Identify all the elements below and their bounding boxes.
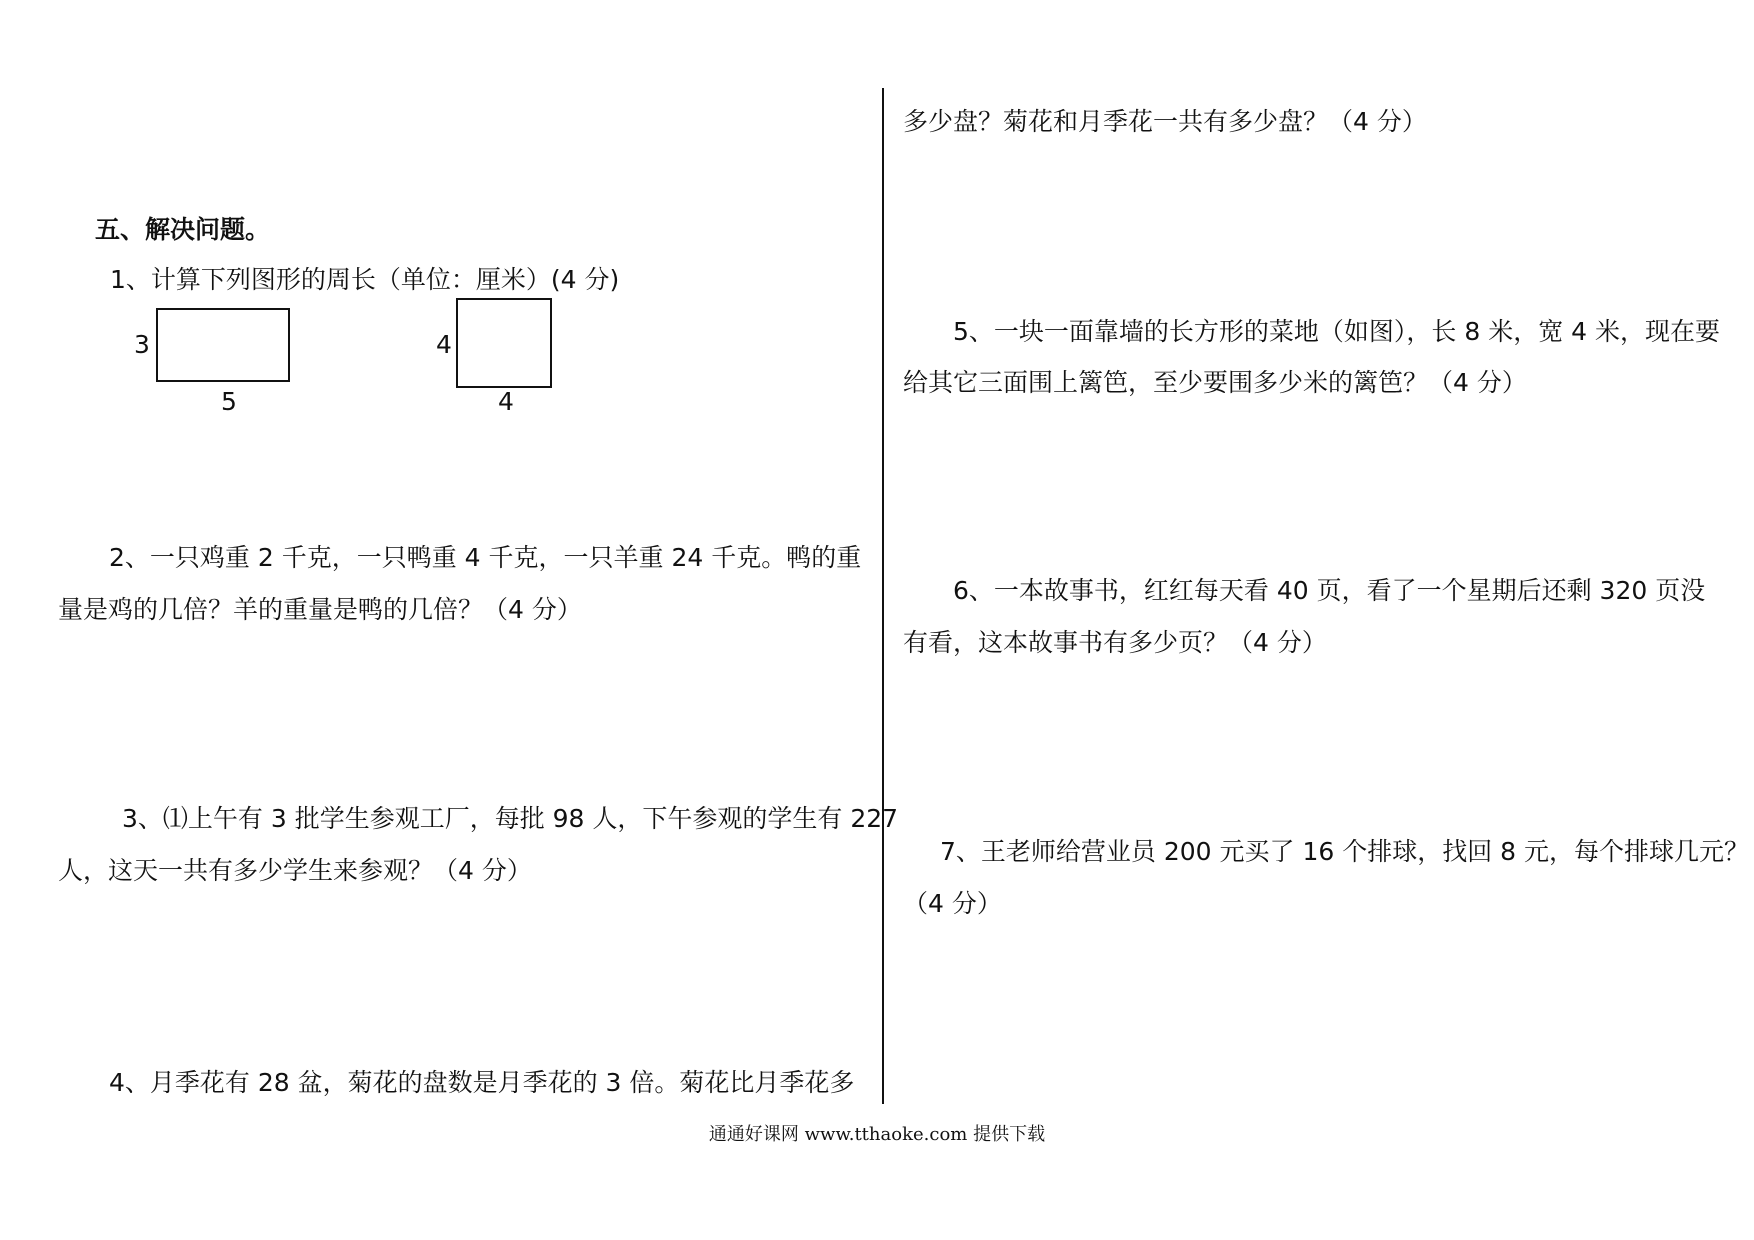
q7-line1: 7、王老师给营业员 200 元买了 16 个排球，找回 8 元，每个排球几元？: [940, 837, 1750, 866]
square-bottom-label: 4: [498, 387, 514, 416]
q2-line1: 2、一只鸡重 2 千克，一只鸭重 4 千克，一只羊重 24 千克。鸭的重: [109, 543, 862, 572]
section-title: 五、解决问题。: [95, 215, 271, 244]
q5-line2: 给其它三面围上篱笆，至少要围多少米的篱笆？（4 分）: [903, 368, 1527, 397]
rectangle-shape: [156, 308, 290, 382]
q2-line2: 量是鸡的几倍？羊的重量是鸭的几倍？（4 分）: [58, 595, 582, 624]
q5-line1: 5、一块一面靠墙的长方形的菜地（如图），长 8 米，宽 4 米，现在要: [953, 317, 1721, 346]
rectangle-bottom-label: 5: [221, 387, 237, 416]
column-divider: [882, 88, 884, 1104]
square-shape: [456, 298, 552, 388]
q6-line1: 6、一本故事书，红红每天看 40 页，看了一个星期后还剩 320 页没: [953, 576, 1706, 605]
q1-text: 1、计算下列图形的周长（单位：厘米）(4 分): [110, 265, 620, 294]
square-side-label: 4: [436, 330, 452, 359]
q3-line2: 人，这天一共有多少学生来参观？（4 分）: [58, 856, 532, 885]
rectangle-side-label: 3: [134, 330, 150, 359]
q7-line2: （4 分）: [903, 889, 1002, 918]
q3-line1: 3、⑴上午有 3 批学生参观工厂，每批 98 人，下午参观的学生有 227: [122, 804, 899, 833]
q4-line1: 4、月季花有 28 盆，菊花的盘数是月季花的 3 倍。菊花比月季花多: [109, 1068, 855, 1097]
q4-line2: 多少盘？菊花和月季花一共有多少盘？（4 分）: [903, 107, 1427, 136]
footer-text: 通通好课网 www.tthaoke.com 提供下载: [708, 1124, 1046, 1145]
q6-line2: 有看，这本故事书有多少页？（4 分）: [903, 628, 1327, 657]
